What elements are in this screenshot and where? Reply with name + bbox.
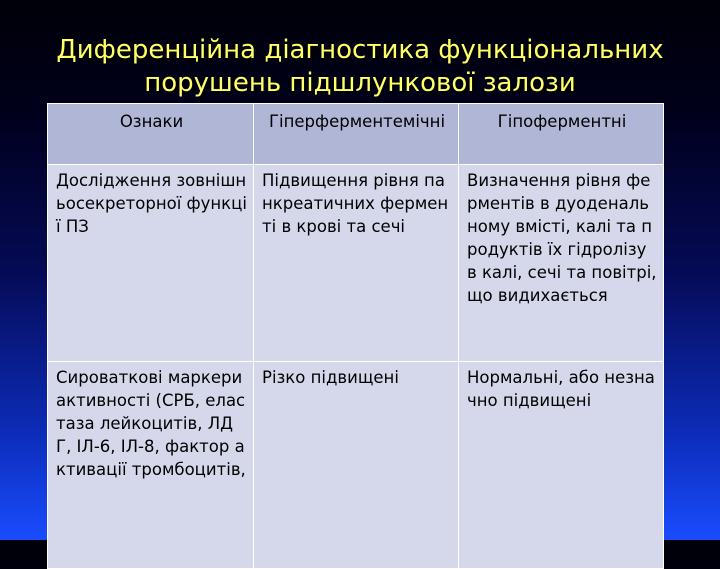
header-hyperfermentemic-label: Гіперферментемічні — [268, 112, 446, 131]
slide-title — [0, 34, 720, 100]
row-2-hyper — [254, 362, 459, 569]
row-2-hypo — [459, 362, 664, 569]
header-signs — [48, 104, 254, 165]
row-1-hypo — [459, 165, 664, 362]
row-2-hyper-text: Різко підвищені — [262, 368, 399, 387]
slide-title-line-1: Диференційна діагностика функціональних — [56, 35, 664, 65]
row-2-hypo-text: Нормальні, або незначно підвищені — [467, 368, 655, 410]
table-row — [48, 362, 664, 569]
row-1-sign — [48, 165, 254, 362]
table-row — [48, 165, 664, 362]
diagnosis-table — [47, 103, 664, 569]
row-2-sign-text: Сироваткові маркери активності (СРБ, еластаза лейкоцитів, ЛДГ, ІЛ-6, ІЛ-8, фактор активації тромбоцитів, — [56, 368, 246, 479]
header-hypofermentic-label: Гіпоферментні — [497, 112, 627, 131]
row-1-sign-text: Дослідження зовнішньосекреторної функції ПЗ — [56, 171, 247, 236]
header-signs-label: Ознаки — [119, 112, 184, 131]
header-hyperfermentemic — [254, 104, 459, 165]
slide-title-line-2: порушень підшлункової залози — [144, 68, 576, 98]
row-1-hypo-text: Визначення рівня ферментів в дуоденальному вмісті, калі та продуктів їх гідролізу в калі, сечі та повітрі, що видихається — [467, 171, 657, 305]
table-header-row — [48, 104, 664, 165]
row-2-sign — [48, 362, 254, 569]
row-1-hyper — [254, 165, 459, 362]
header-hypofermentic — [459, 104, 664, 165]
row-1-hyper-text: Підвищення рівня панкреатичних ферменті в крові та сечі — [262, 171, 449, 236]
